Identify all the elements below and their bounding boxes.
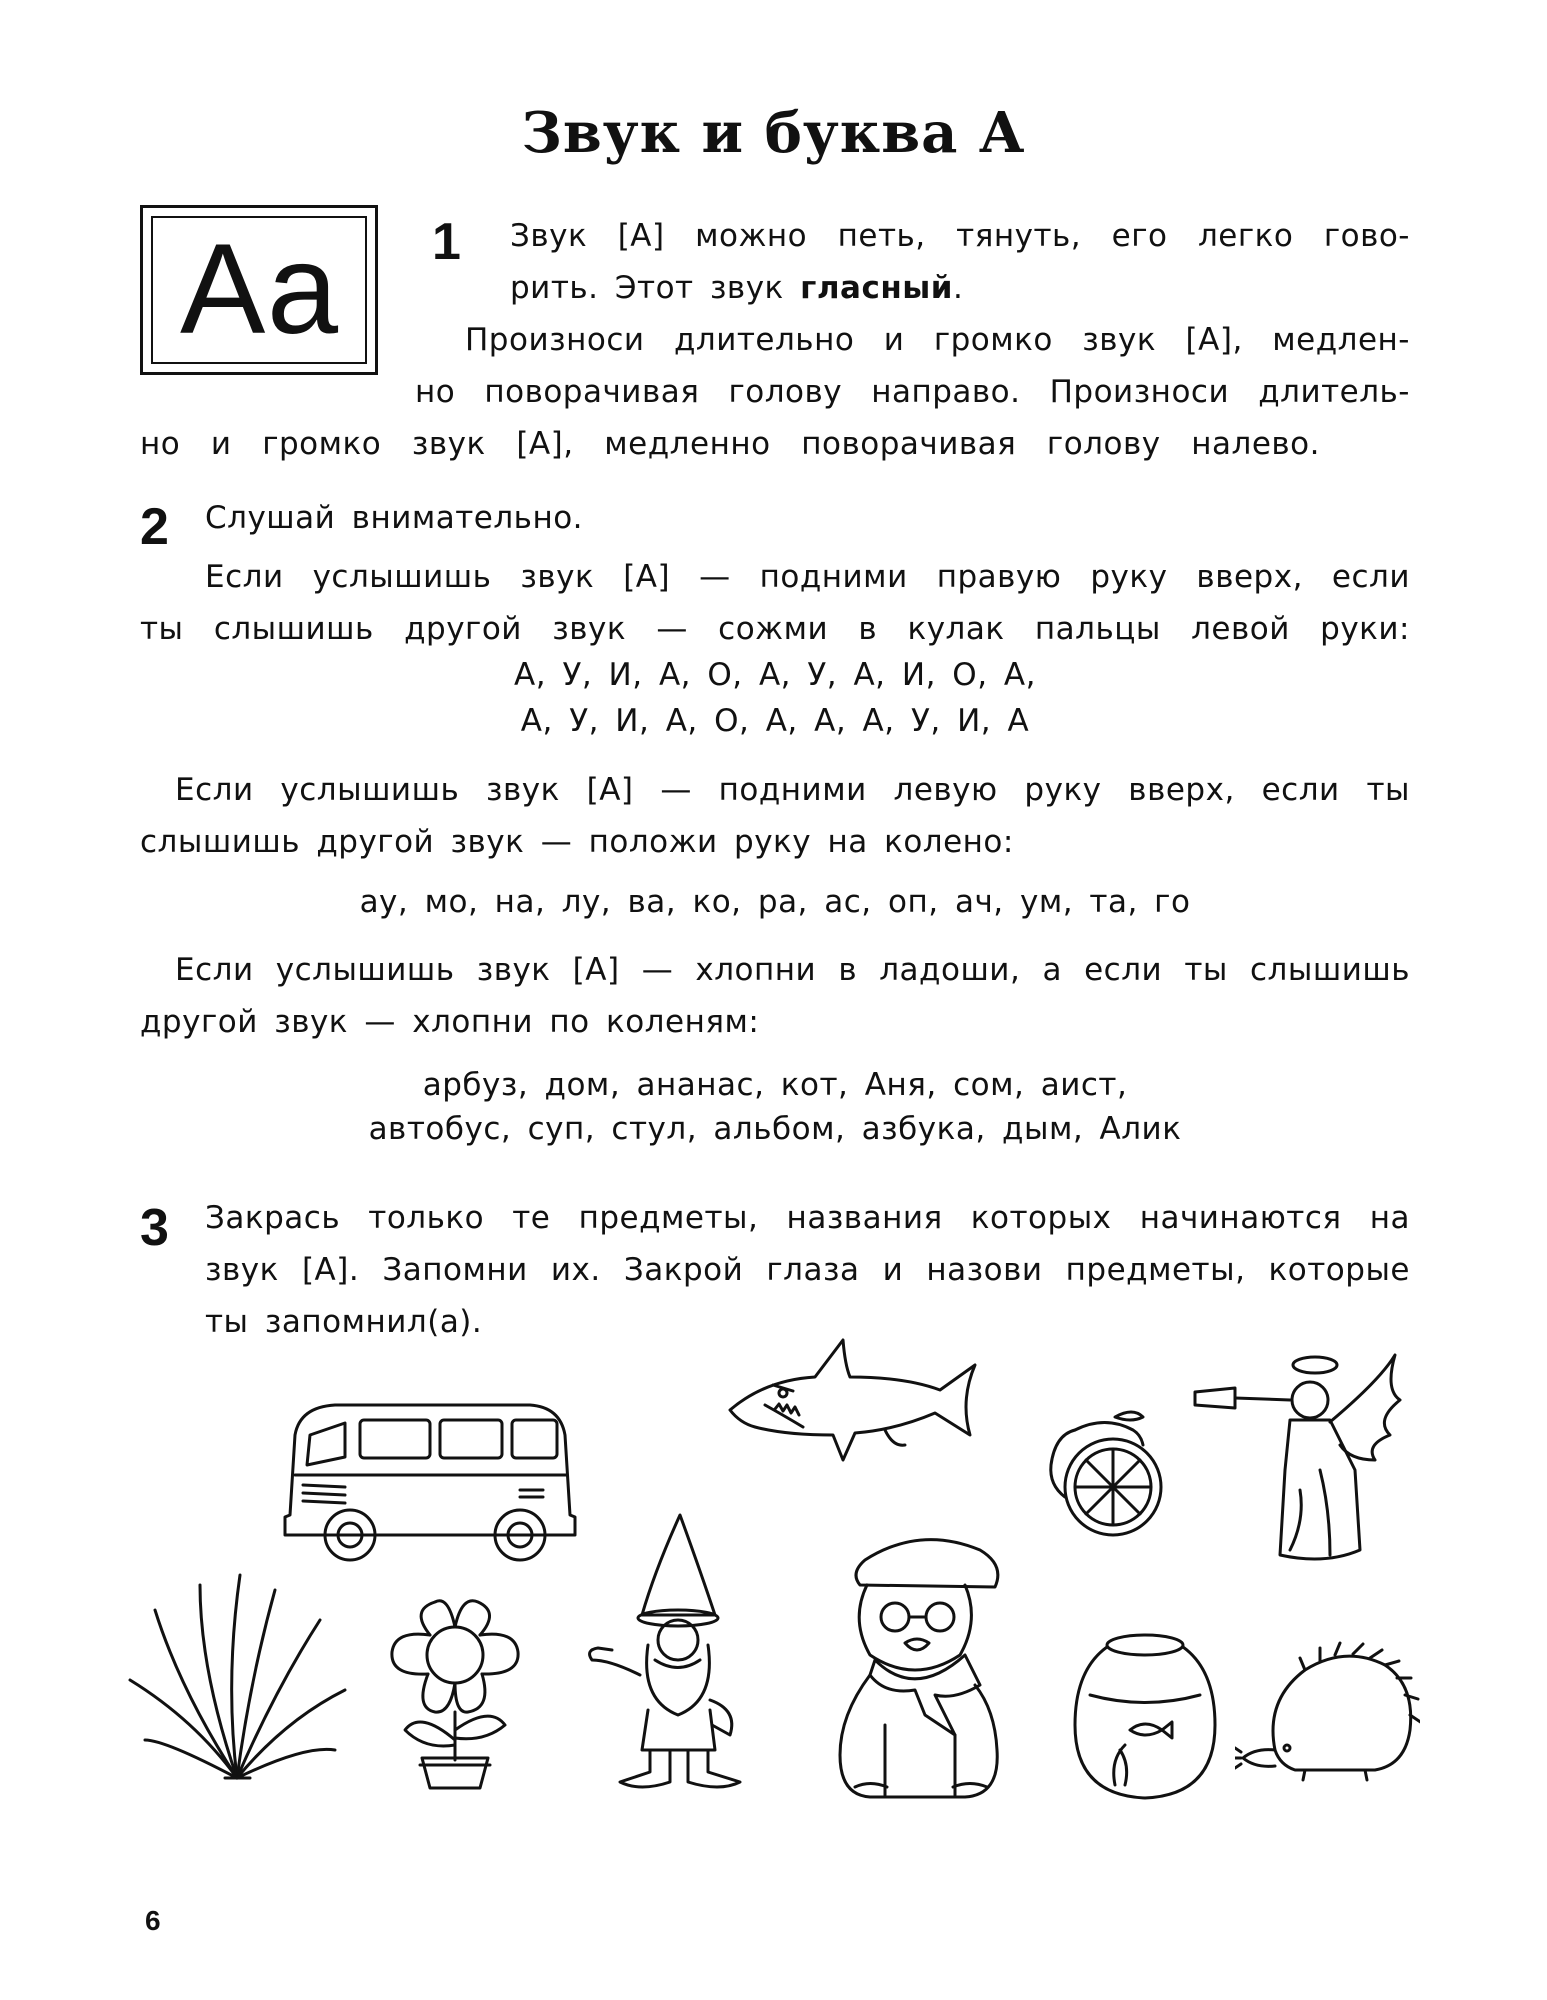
hedgehog-icon[interactable]: [1235, 1640, 1420, 1785]
task-1-line-1: Звук [А] можно петь, тянуть, его легко гово-: [510, 218, 1410, 254]
letter-card: [140, 205, 378, 375]
task-1-line-2: рить. Этот звук гласный.: [510, 270, 964, 306]
word-list-1: арбуз, дом, ананас, кот, Аня, сом, аист,: [422, 1067, 1128, 1103]
bus-icon[interactable]: [275, 1395, 595, 1565]
task-1-line-5: но и громко звук [А], медленно поворачивая голову налево.: [140, 426, 1320, 462]
task-2-p1-line-1: Если услышишь звук [А] — подними правую руку вверх, если: [205, 559, 1410, 595]
task-2-p3-line-1: Если услышишь звук [А] — хлопни в ладоши, а если ты слышишь: [175, 952, 1410, 988]
letter-card-text: Аа: [151, 216, 367, 364]
task-2-number: 2: [140, 498, 169, 556]
sound-sequence-2: А, У, И, А, О, А, А, А, У, И, А: [520, 703, 1030, 739]
task-2-p2-line-1: Если услышишь звук [А] — подними левую руку вверх, если ты: [175, 772, 1410, 808]
task-1-line-4: но поворачивая голову направо. Произноси длитель-: [415, 374, 1410, 410]
task-3-line-2: звук [А]. Запомни их. Закрой глаза и назови предметы, которые: [205, 1252, 1410, 1288]
gnome-icon[interactable]: [580, 1510, 760, 1800]
word-list-2: автобус, суп, стул, альбом, азбука, дым, Алик: [368, 1111, 1182, 1147]
vowel-term: гласный: [800, 270, 953, 306]
pug-icon[interactable]: [815, 1525, 1020, 1805]
task-2-p2-line-2: слышишь другой звук — положи руку на колено:: [140, 824, 1014, 860]
orange-icon[interactable]: [1045, 1405, 1175, 1540]
task-3-line-1: Закрась только те предметы, названия которых начинаются на: [205, 1200, 1410, 1236]
task-2-p1-line-2: ты слышишь другой звук — сожми в кулак пальцы левой руки:: [140, 611, 1410, 647]
aloe-icon[interactable]: [125, 1570, 350, 1785]
angel-icon[interactable]: [1190, 1350, 1405, 1570]
task-3-line-3: ты запомнил(а).: [205, 1304, 483, 1340]
shark-icon[interactable]: [725, 1335, 985, 1485]
syllable-list: ау, мо, на, лу, ва, ко, ра, ас, оп, ач, ум, та, го: [359, 884, 1191, 920]
flower-pot-icon[interactable]: [380, 1590, 530, 1790]
task-1-number: 1: [432, 213, 461, 271]
task-3-number: 3: [140, 1199, 169, 1257]
task-2-intro: Слушай внимательно.: [205, 500, 584, 536]
task-2-p3-line-2: другой звук — хлопни по коленям:: [140, 1004, 760, 1040]
aquarium-icon[interactable]: [1070, 1630, 1220, 1805]
page-number: 6: [145, 1905, 161, 1936]
sound-sequence-1: А, У, И, А, О, А, У, А, И, О, А,: [514, 657, 1036, 693]
page-title: Звук и буква А: [521, 100, 1026, 166]
task-1-line-3: Произноси длительно и громко звук [А], медлен-: [465, 322, 1410, 358]
